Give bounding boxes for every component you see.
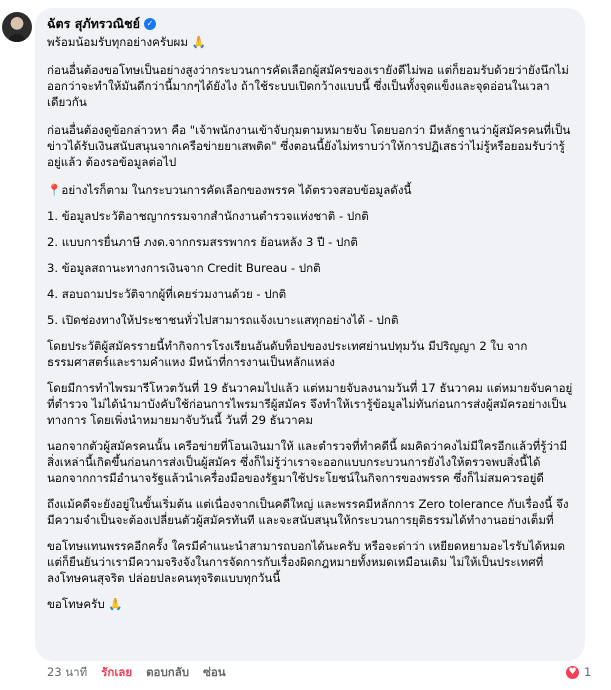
comment-timestamp[interactable]: 23 นาที — [47, 665, 88, 679]
hide-button[interactable]: ซ่อน — [203, 665, 226, 679]
comment-paragraph: ขอโทษครับ 🙏 — [47, 597, 123, 611]
comment-actions — [47, 664, 240, 682]
author-row — [47, 15, 573, 32]
comment-bubble — [35, 8, 585, 661]
comment-paragraph: ก่อนอื่นต้องขอโทษเป็นอย่างสูงว่ากระบวนการคัดเลือกผู้สมัครของเรายังดีไม่พอ แต่ก็ยอมรับด้วยว่ายังนึกไม่ออกว่าจะทำให้มันดีกว่านี้มากๆได้ยังไง ถ้าใช้ระบบเปิดกว้างแบบนี้ ซึ่งเป็นทั้งจุดแข็งและจุดอ่อนในเวลาเดียวกัน — [47, 63, 569, 109]
react-button[interactable]: รักเลย — [101, 665, 133, 679]
list-item: 1. ข้อมูลประวัติอาชญากรรมจากสำนักงานตำรวจแห่งชาติ - ปกติ — [47, 209, 369, 223]
heart-reaction-icon[interactable]: ♥ — [564, 664, 581, 681]
comment-paragraph: พร้อมน้อมรับทุกอย่างครับผม 🙏 — [47, 35, 207, 49]
list-item: 3. ข้อมูลสถานะทางการเงินจาก Credit Bureau - ปกติ — [47, 261, 321, 275]
comment-paragraph: ขอโทษแทนพรรคอีกครั้ง ใครมีคำแนะนำสามารถบอกได้นะครับ หรือจะด่าว่า เหยียดหยามอะไรรับได้หมด แต่ก็ยืนยันว่าเรามีความจริงจังในการจัดการกับเรื่องผิดกฎหมายทั้งหมดเหมือนเดิม ไม่ให้เป็นประเทศที่ลงโทษคนสุจริต ปล่อยปละคนทุจริตแบบทุกวันนี้ — [47, 539, 565, 585]
comment-paragraph: โดยประวัติผู้สมัครรายนี้ทำกิจการโรงเรียนอันดับท็อปของประเทศย่านปทุมวัน มีปริญญา 2 ใบ จากธรรมศาสตร์และรามคำแหง มีหน้าที่การงานเป็นหลักแหล่ง — [47, 339, 528, 369]
comment-paragraph: โดยมีการทำไพรมารีโหวตวันที่ 19 ธันวาคมไปแล้ว แต่หมายจับลงนามวันที่ 17 ธันวาคม แต่หมายจับคาอยู่ที่ตำรวจ ไม่ได้นำมาบังคับใช้ก่อนการไพรมารีผู้สมัคร จึงทำให้เรารู้ข้อมูลไม่ทันก่อนการส่งผู้สมัครอย่างเป็นทางการ โดยเพิ่งนำหมายมาจับวันนี้ วันที่ 29 ธันวาคม — [47, 381, 573, 427]
author-avatar[interactable] — [2, 12, 32, 42]
verified-badge-icon: ✓ — [144, 18, 156, 30]
list-item: 5. เปิดช่องทางให้ประชาชนทั่วไปสามารถแจ้งเบาะแสทุกอย่างได้ - ปกติ — [47, 313, 399, 327]
reaction-count[interactable]: 1 — [584, 665, 592, 679]
list-item: 4. สอบถามประวัติจากผู้ที่เคยร่วมงานด้วย - ปกติ — [47, 287, 287, 301]
author-name[interactable]: ฉัตร สุภัทรวณิชย์ — [47, 15, 140, 31]
comment-paragraph: ถึงแม้คดีจะยังอยู่ในขั้นเริ่มต้น แต่เนื่องจากเป็นคดีใหญ่ และพรรคมีหลักการ Zero tolerance กับเรื่องนี้ จึงมีความจำเป็นจะต้องเปลี่ยนตัวผู้สมัครทันที และจะสนับสนุนให้กระบวนการยุติธรรมได้ทำงานอย่างเต็มที่ — [47, 497, 569, 527]
reply-button[interactable]: ตอบกลับ — [146, 665, 190, 679]
comment-paragraph: ก่อนอื่นต้องดูข้อกล่าวหา คือ "เจ้าพนักงานเข้าจับกุมตามหมายจับ โดยบอกว่า มีหลักฐานว่าผู้สมัครคนที่เป็นข่าวได้รับเงินสนับสนุนจากเครือข่ายยาเสพติด" ซึ่งตอนนี้ยังไม่ทราบว่าให้การปฏิเสธว่าไม่รู้หรือยอมรับว่ารู้อยู่แล้ว ต้องรอข้อมูลต่อไป — [47, 123, 571, 169]
comment-paragraph: นอกจากตัวผู้สมัครคนนั้น เครือข่ายที่โอนเงินมาให้ และตำรวจที่ทำคดีนี้ ผมคิดว่าคงไม่มีใครอีกแล้วที่รู้ว่ามีสิ่งเหล่านี้เกิดขึ้นก่อนการส่งเป็นผู้สมัคร ซึ่งก็ไม่รู้ว่าเราจะออกแบบกระบวนการยังไงให้ตรวจพบสิ่งนี้ได้ นอกจากการมีอำนาจรัฐแล้วนำเครื่องมือของรัฐมาใช้ประโยชน์ในกิจการของพรรค ซึ่งก็ไม่สมควรอยู่ดี — [47, 439, 568, 485]
comment-paragraph: 📍อย่างไรก็ตาม ในกระบวนการคัดเลือกของพรรค ได้ตรวจสอบข้อมูลดังนี้ — [47, 183, 412, 197]
comment-body — [47, 34, 573, 612]
list-item: 2. แบบการยื่นภาษี ภงด.จากกรมสรรพากร ย้อนหลัง 3 ปี - ปกติ — [47, 235, 358, 249]
